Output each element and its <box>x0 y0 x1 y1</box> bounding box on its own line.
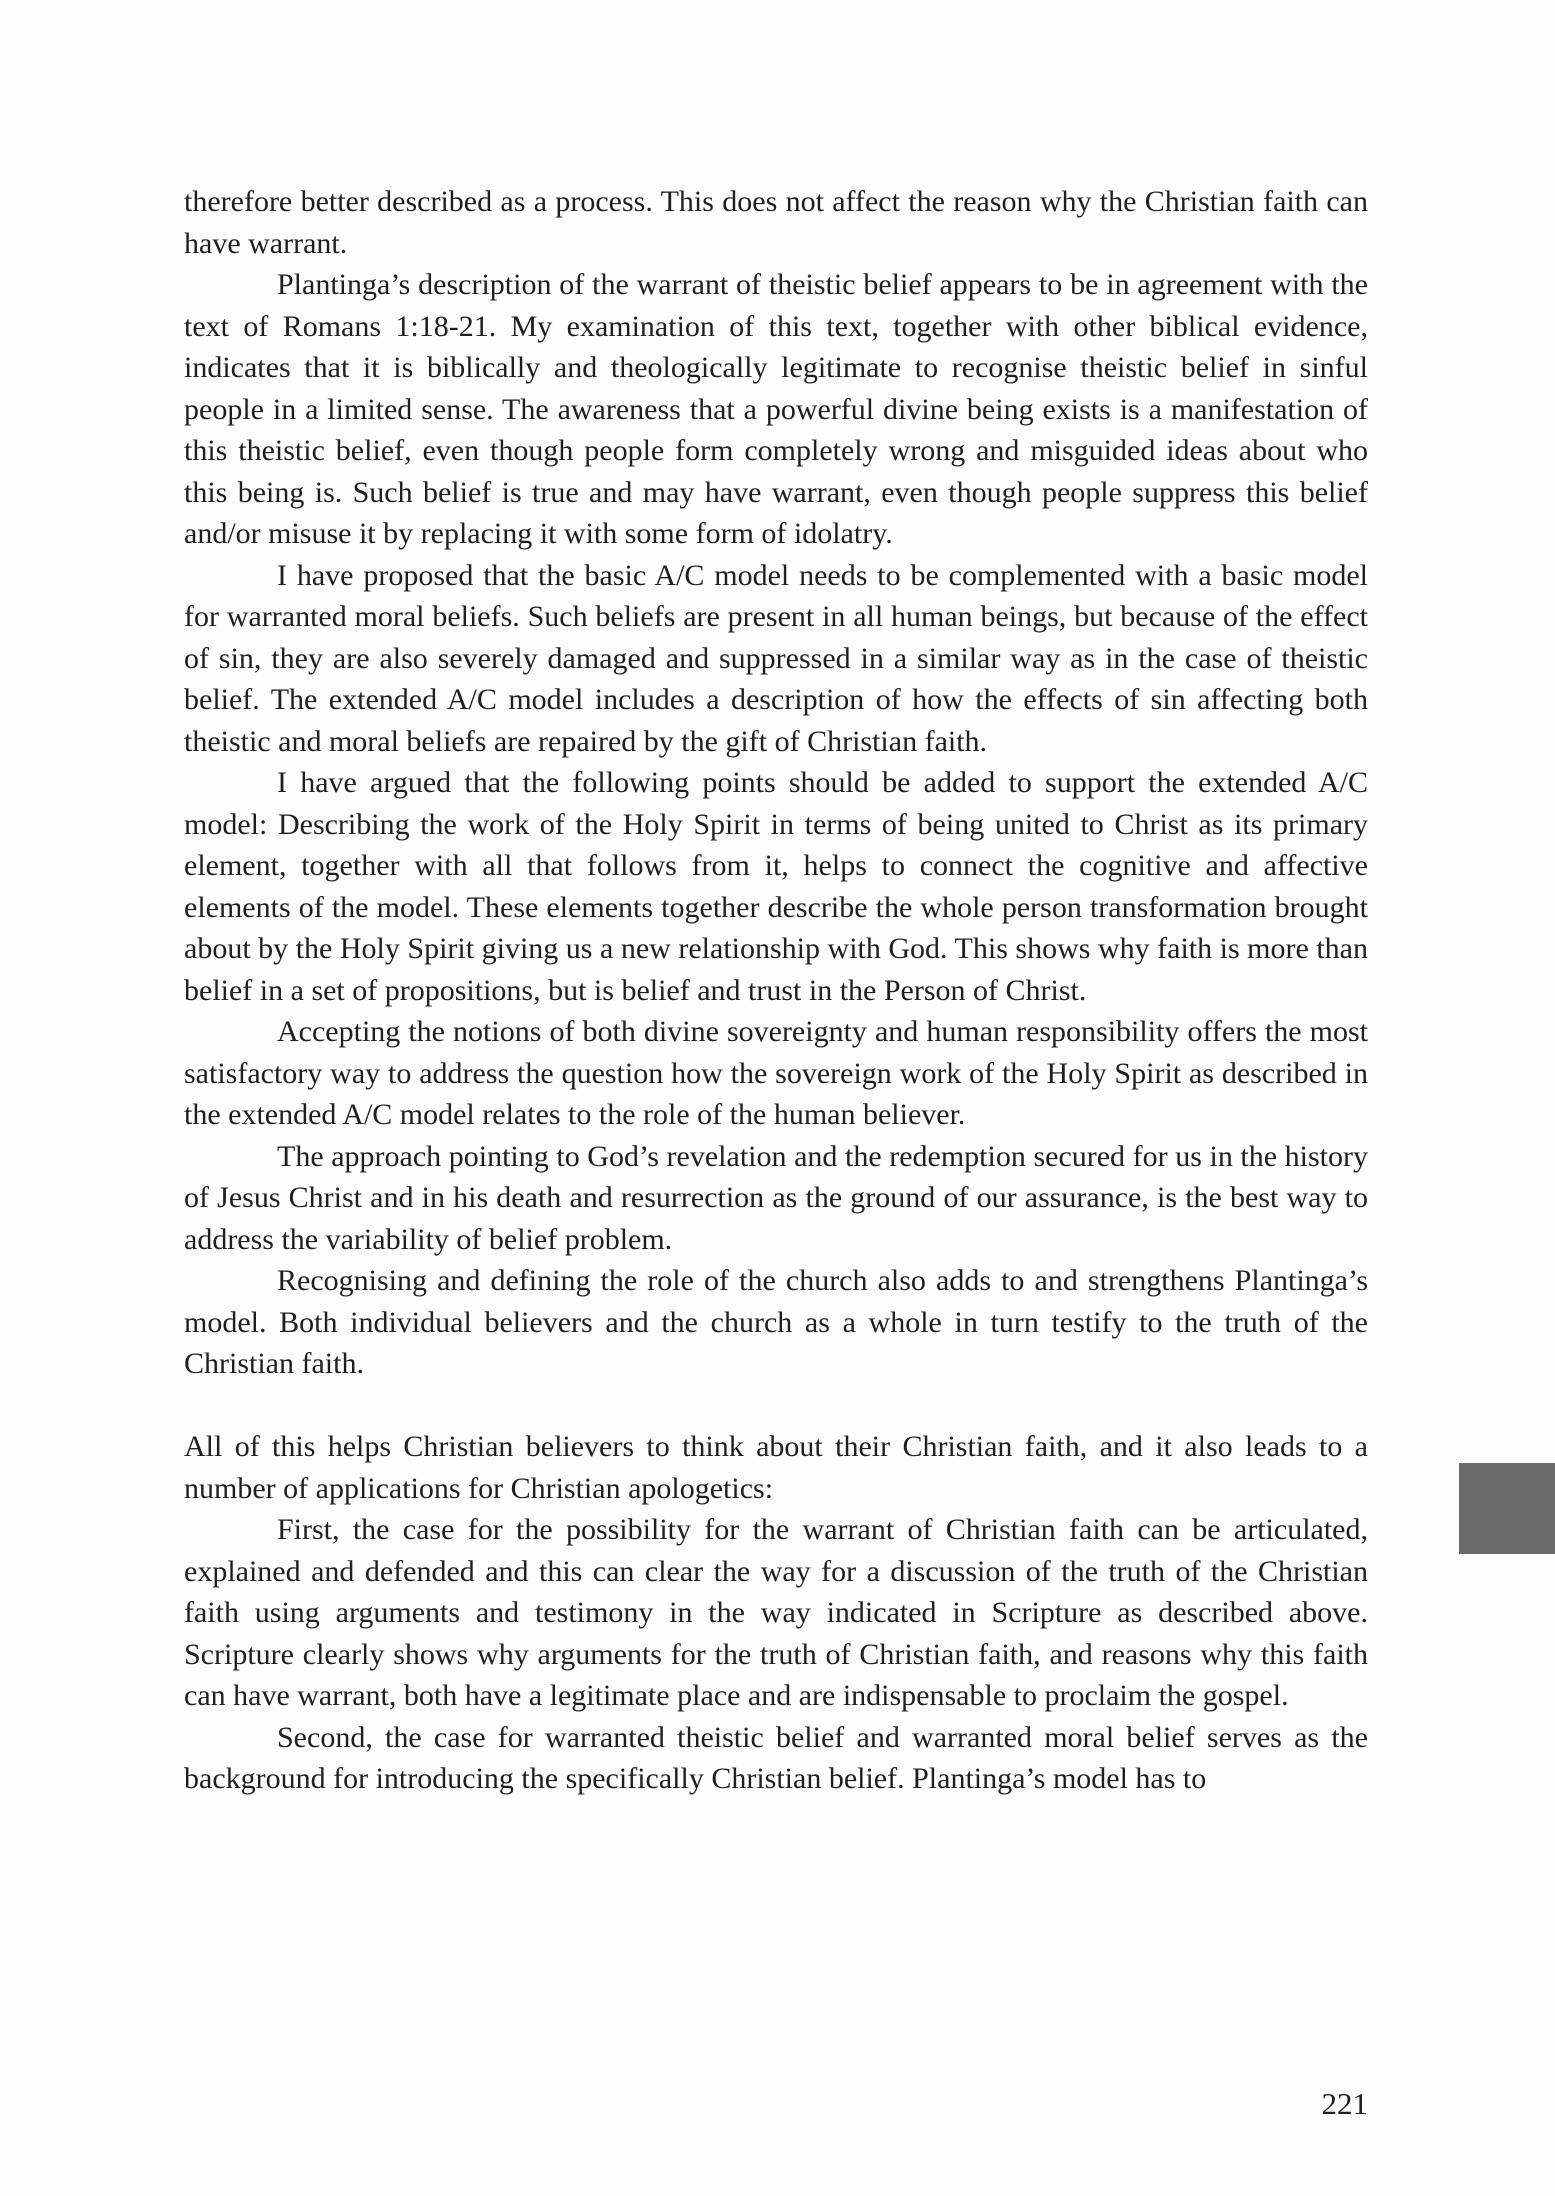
paragraph: Plantinga’s description of the warrant of theistic belief appears to be in agreement with the text of Romans 1:18-21. My examination of this text, together with other biblical evidence, indicates that it is biblically and theologically legitimate to recognise theistic belief in sinful people in a limited sense. The awareness that a powerful divine being exists is a manifestation of this theistic belief, even though people form completely wrong and misguided ideas about who this being is. Such belief is true and may have warrant, even though people suppress this belief and/or misuse it by replacing it with some form of idolatry. <box>184 268 1368 550</box>
paragraph: I have argued that the following points should be added to support the extended A/C model: Describing the work of the Holy Spirit in terms of being united to Christ as its primary element, together with all that follows from it, helps to connect the cognitive and affective elements of the model. These elements together describe the whole person transformation brought about by the Holy Spirit giving us a new relationship with God. This shows why faith is more than belief in a set of propositions, but is belief and trust in the Person of Christ. <box>184 766 1368 1007</box>
paragraph: Accepting the notions of both divine sovereignty and human responsibility offers the most satisfactory way to address the question how the sovereign work of the Holy Spirit as described in the extended A/C model relates to the role of the human believer. <box>184 1015 1368 1131</box>
body-text <box>184 181 1368 1800</box>
page-number: 221 <box>1321 2086 1368 2121</box>
paragraph: First, the case for the possibility for the warrant of Christian faith can be articulated, explained and defended and this can clear the way for a discussion of the truth of the Christian faith using arguments and testimony in the way indicated in Scripture as described above. Scripture clearly shows why arguments for the truth of Christian faith, and reasons why this faith can have warrant, both have a legitimate place and are indispensable to proclaim the gospel. <box>184 1513 1368 1712</box>
chapter-edge-tab <box>1459 1463 1555 1554</box>
paragraph: The approach pointing to God’s revelation and the redemption secured for us in the history of Jesus Christ and in his death and resurrection as the ground of our assurance, is the best way to address the variability of belief problem. <box>184 1139 1368 1256</box>
paragraph: All of this helps Christian believers to think about their Christian faith, and it also leads to a number of applications for Christian apologetics: <box>184 1430 1368 1505</box>
paragraph: therefore better described as a process. This does not affect the reason why the Christian faith can have warrant. <box>184 185 1368 260</box>
paragraph: Second, the case for warranted theistic belief and warranted moral belief serves as the background for introducing the specifically Christian belief. Plantinga’s model has to <box>184 1720 1368 1795</box>
paragraph: Recognising and defining the role of the church also adds to and strengthens Plantinga’s model. Both individual believers and the church as a whole in turn testify to the truth of the Christian faith. <box>184 1264 1368 1380</box>
paragraph: I have proposed that the basic A/C model needs to be complemented with a basic model for warranted moral beliefs. Such beliefs are present in all human beings, but because of the effect of sin, they are also severely damaged and suppressed in a similar way as in the case of theistic belief. The extended A/C model includes a description of how the effects of sin affecting both theistic and moral beliefs are repaired by the gift of Christian faith. <box>184 558 1368 758</box>
